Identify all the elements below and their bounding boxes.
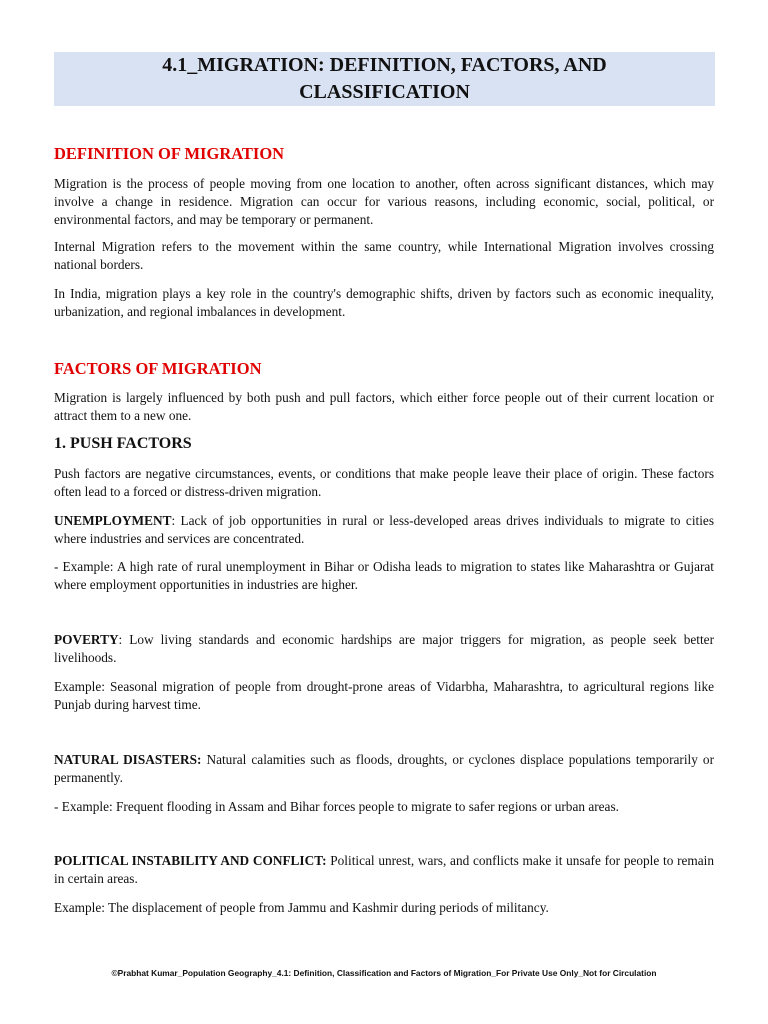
definition-paragraph-1: Migration is the process of people moving from one location to another, often across significant distances, which may involve a change in residence. Migration can occur for various reasons, including economic, social, political, or environmental factors, and may be temporary or permanent. <box>54 176 714 227</box>
factor-example: - Example: Frequent flooding in Assam and Bihar forces people to migrate to safer regions or urban areas. <box>54 799 619 814</box>
definition-paragraph-3: In India, migration plays a key role in the country's demographic shifts, driven by factors such as economic inequality, urbanization, and regional imbalances in development. <box>54 286 714 319</box>
definition-paragraph-2: Internal Migration refers to the movement within the same country, while International Migration involves crossing national borders. <box>54 239 714 272</box>
factor-example: Example: Seasonal migration of people from drought-prone areas of Vidarbha, Maharashtra, to agricultural regions like Punjab during harvest time. <box>54 679 714 712</box>
factor-political-instability <box>54 852 714 888</box>
factor-term: POVERTY <box>54 632 119 647</box>
factor-example: Example: The displacement of people from Jammu and Kashmir during periods of militancy. <box>54 900 549 915</box>
factor-term: NATURAL DISASTERS: <box>54 752 202 767</box>
factor-unemployment <box>54 512 714 548</box>
factors-intro: Migration is largely influenced by both push and pull factors, which either force people out of their current location or attract them to a new one. <box>54 390 714 423</box>
definition-heading: DEFINITION OF MIGRATION <box>54 144 285 163</box>
factor-description: Natural calamities such as floods, droughts, or cyclones displace populations temporarily or permanently. <box>54 752 714 785</box>
factor-poverty <box>54 631 714 667</box>
factor-term: UNEMPLOYMENT <box>54 513 172 528</box>
page-footer: ©Prabhat Kumar_Population Geography_4.1: Definition, Classification and Factors of Migration_For Private Use Only_Not for Circulation <box>111 968 657 978</box>
factor-example: - Example: A high rate of rural unemployment in Bihar or Odisha leads to migration to states like Maharashtra or Gujarat where employment opportunities in industries are higher. <box>54 559 714 592</box>
factor-description: Political unrest, wars, and conflicts make it unsafe for people to remain in certain areas. <box>54 853 714 886</box>
factor-description: : Lack of job opportunities in rural or less-developed areas drives individuals to migrate to cities where industries and services are concentrated. <box>54 513 714 546</box>
push-factors-heading: 1. PUSH FACTORS <box>54 435 192 452</box>
factors-heading: FACTORS OF MIGRATION <box>54 359 262 378</box>
factor-description: : Low living standards and economic hardships are major triggers for migration, as people seek better livelihoods. <box>54 632 714 665</box>
factor-term: POLITICAL INSTABILITY AND CONFLICT: <box>54 853 327 868</box>
page-title <box>54 52 715 106</box>
title-line-2: CLASSIFICATION <box>299 81 470 103</box>
push-factors-intro: Push factors are negative circumstances, events, or conditions that make people leave their place of origin. These factors often lead to a forced or distress-driven migration. <box>54 466 714 499</box>
title-line-1: 4.1_MIGRATION: DEFINITION, FACTORS, AND <box>162 54 607 76</box>
factor-natural-disasters <box>54 751 714 787</box>
